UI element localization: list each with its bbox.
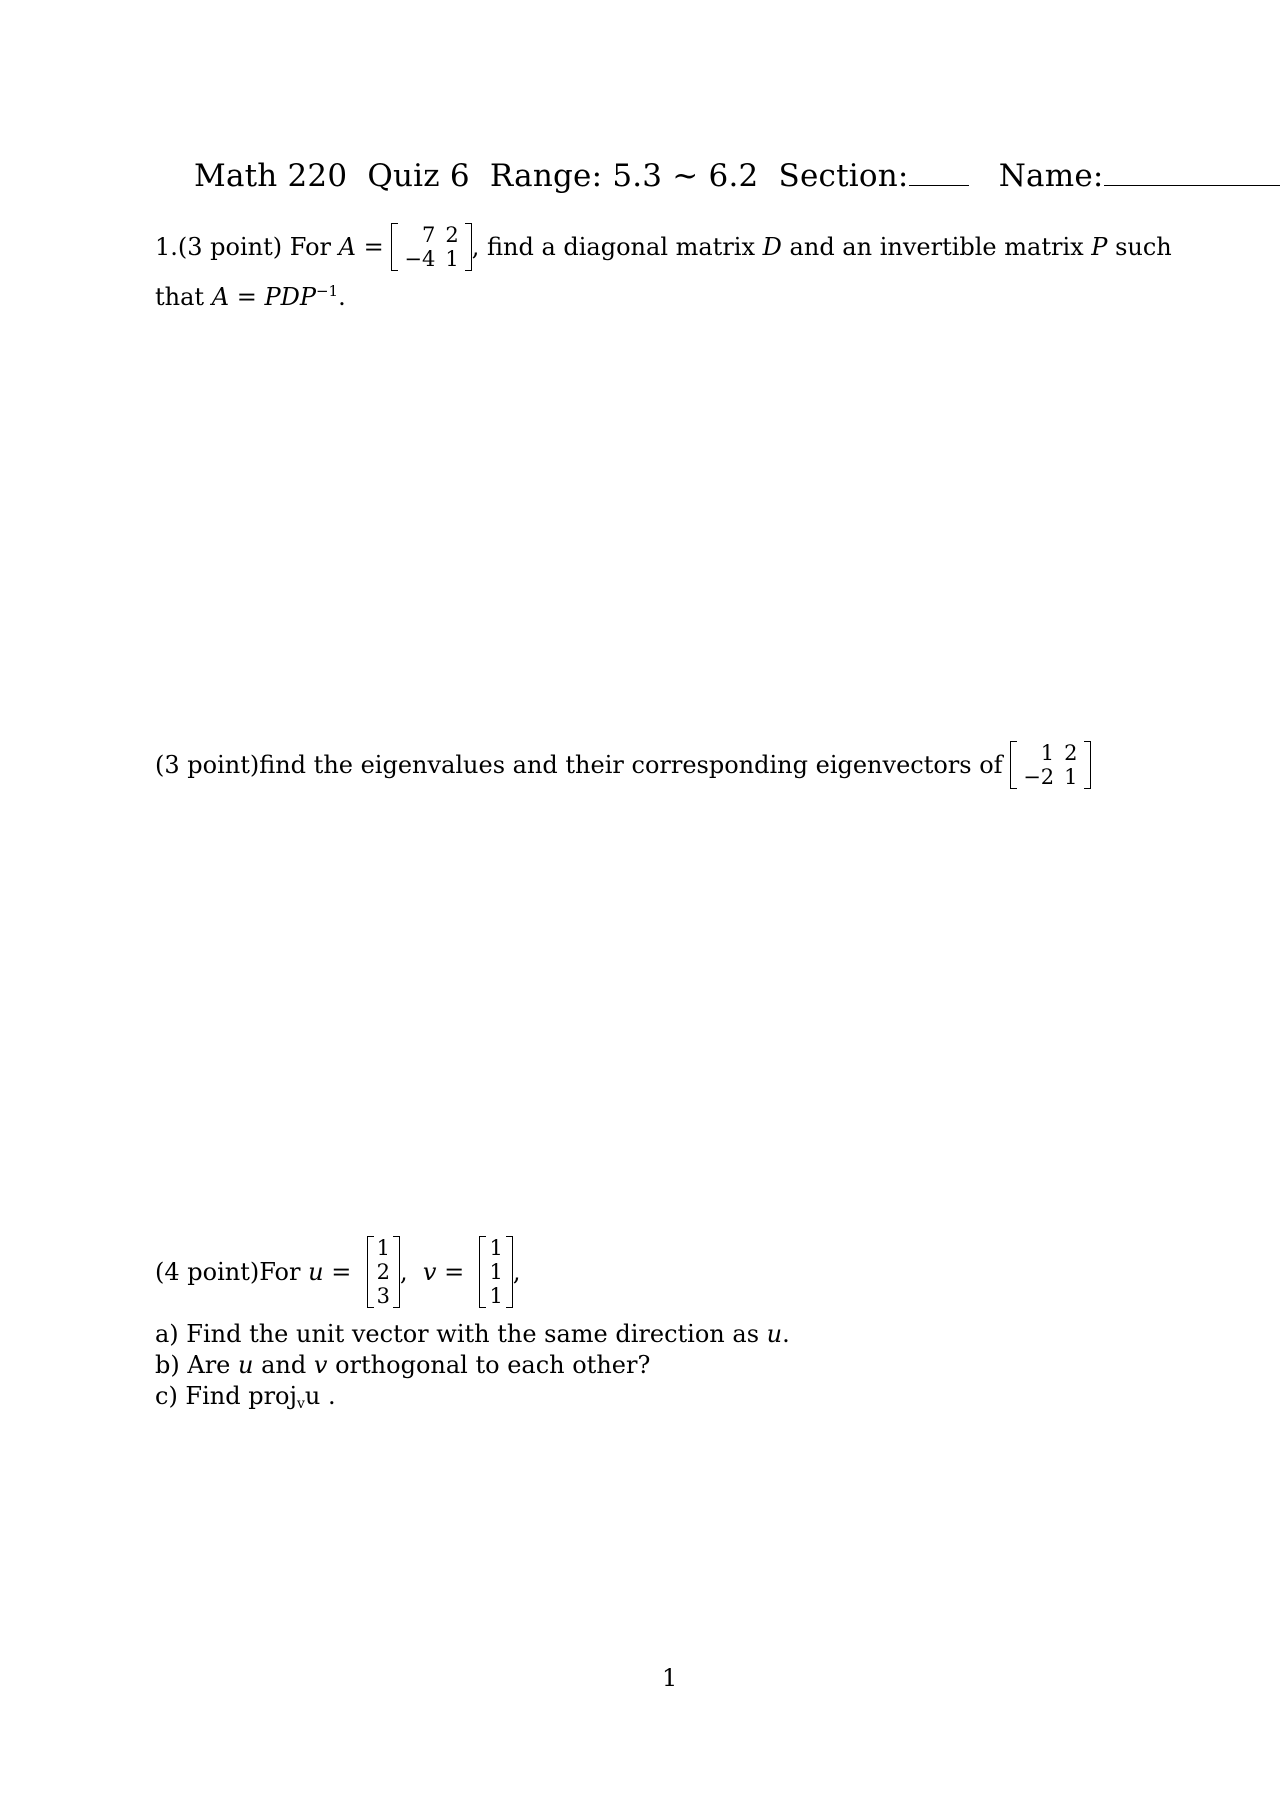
question-3-part-b	[155, 1351, 650, 1379]
name-label: Name:	[998, 158, 1104, 194]
section-label: Section:	[778, 158, 909, 194]
q1-line2-var-a: A	[211, 283, 230, 311]
q3-u-vector	[367, 1236, 400, 1308]
left-bracket	[391, 223, 398, 271]
part-c-post: u .	[304, 1382, 336, 1410]
matrix-cell: 2	[1064, 741, 1078, 765]
q1-line2-prefix: that	[155, 283, 205, 311]
vector-entry: 3	[376, 1284, 390, 1308]
matrix-cell: −2	[1023, 765, 1055, 789]
matrix-cell: 7	[421, 223, 436, 247]
q1-equals: =	[363, 233, 384, 261]
part-b-u: u	[238, 1351, 254, 1379]
q1-text-mid: and an invertible matrix	[789, 233, 1084, 261]
vector-entry: 1	[489, 1260, 503, 1284]
right-bracket	[1084, 741, 1091, 789]
part-a-period: .	[782, 1320, 790, 1348]
left-bracket	[479, 1236, 486, 1308]
left-bracket	[1010, 741, 1017, 789]
q1-text-after: , find a diagonal matrix	[471, 233, 756, 261]
q3-equals-v: =	[444, 1258, 465, 1286]
q2-text: (3 point)find the eigenvalues and their corresponding eigenvectors of	[155, 751, 1003, 779]
q1-var-a: A	[338, 233, 356, 261]
part-b-pre: b) Are	[155, 1351, 231, 1379]
matrix-cell: −4	[404, 247, 436, 271]
q3-trailing-comma: ,	[512, 1258, 521, 1286]
part-b-v: v	[313, 1351, 328, 1379]
q3-v-var: v	[422, 1258, 437, 1286]
range-separator: ~	[672, 158, 699, 194]
matrix-cell: 2	[445, 223, 459, 247]
q3-prefix: (4 point)For	[155, 1258, 301, 1286]
q1-matrix	[391, 223, 471, 271]
left-bracket	[367, 1236, 374, 1308]
q3-v-vector	[479, 1236, 512, 1308]
right-bracket	[506, 1236, 513, 1308]
vector-entry: 2	[376, 1260, 390, 1284]
range-end: 6.2	[708, 158, 759, 194]
section-blank[interactable]	[909, 184, 969, 186]
part-c-subscript: v	[296, 1396, 305, 1412]
question-3-part-c	[155, 1382, 336, 1410]
vector-entry: 1	[376, 1236, 390, 1260]
q1-line2-exponent: −1	[315, 282, 339, 300]
part-c-pre: c) Find proj	[155, 1382, 297, 1410]
q1-var-p: P	[1091, 233, 1108, 261]
question-3-part-a	[155, 1320, 790, 1348]
matrix-cell: 1	[1064, 765, 1078, 789]
vector-entry: 1	[489, 1284, 503, 1308]
quiz-number: Quiz 6	[367, 158, 470, 194]
matrix-cell: 1	[445, 247, 459, 271]
vector-entry: 1	[489, 1236, 503, 1260]
question-3-vectors	[155, 1226, 520, 1318]
range-label: Range:	[489, 158, 603, 194]
q2-matrix	[1010, 741, 1090, 789]
q3-equals-u: =	[331, 1258, 352, 1286]
q3-u-var: u	[308, 1258, 324, 1286]
q1-var-d: D	[762, 233, 782, 261]
course-name: Math 220	[194, 158, 348, 194]
part-b-and: and	[261, 1351, 307, 1379]
name-blank[interactable]	[1104, 184, 1280, 186]
matrix-cell: 1	[1040, 741, 1055, 765]
right-bracket	[393, 1236, 400, 1308]
quiz-header	[194, 158, 1280, 194]
q1-line2-expr: PDP	[264, 283, 316, 311]
question-2	[155, 733, 1091, 797]
q1-text-end: such	[1115, 233, 1172, 261]
question-1-line-1	[155, 215, 1172, 279]
range-start: 5.3	[612, 158, 663, 194]
part-b-post: orthogonal to each other?	[335, 1351, 651, 1379]
page-number: 1	[662, 1664, 678, 1692]
q3-comma: ,	[399, 1258, 408, 1286]
question-1-line-2	[155, 283, 346, 311]
part-a-var: u	[766, 1320, 783, 1348]
q1-line2-period: .	[338, 283, 346, 311]
right-bracket	[465, 223, 472, 271]
q1-prefix: 1.(3 point) For	[155, 233, 332, 261]
q1-line2-equals: =	[236, 283, 257, 311]
part-a-text: a) Find the unit vector with the same direction as	[155, 1320, 760, 1348]
